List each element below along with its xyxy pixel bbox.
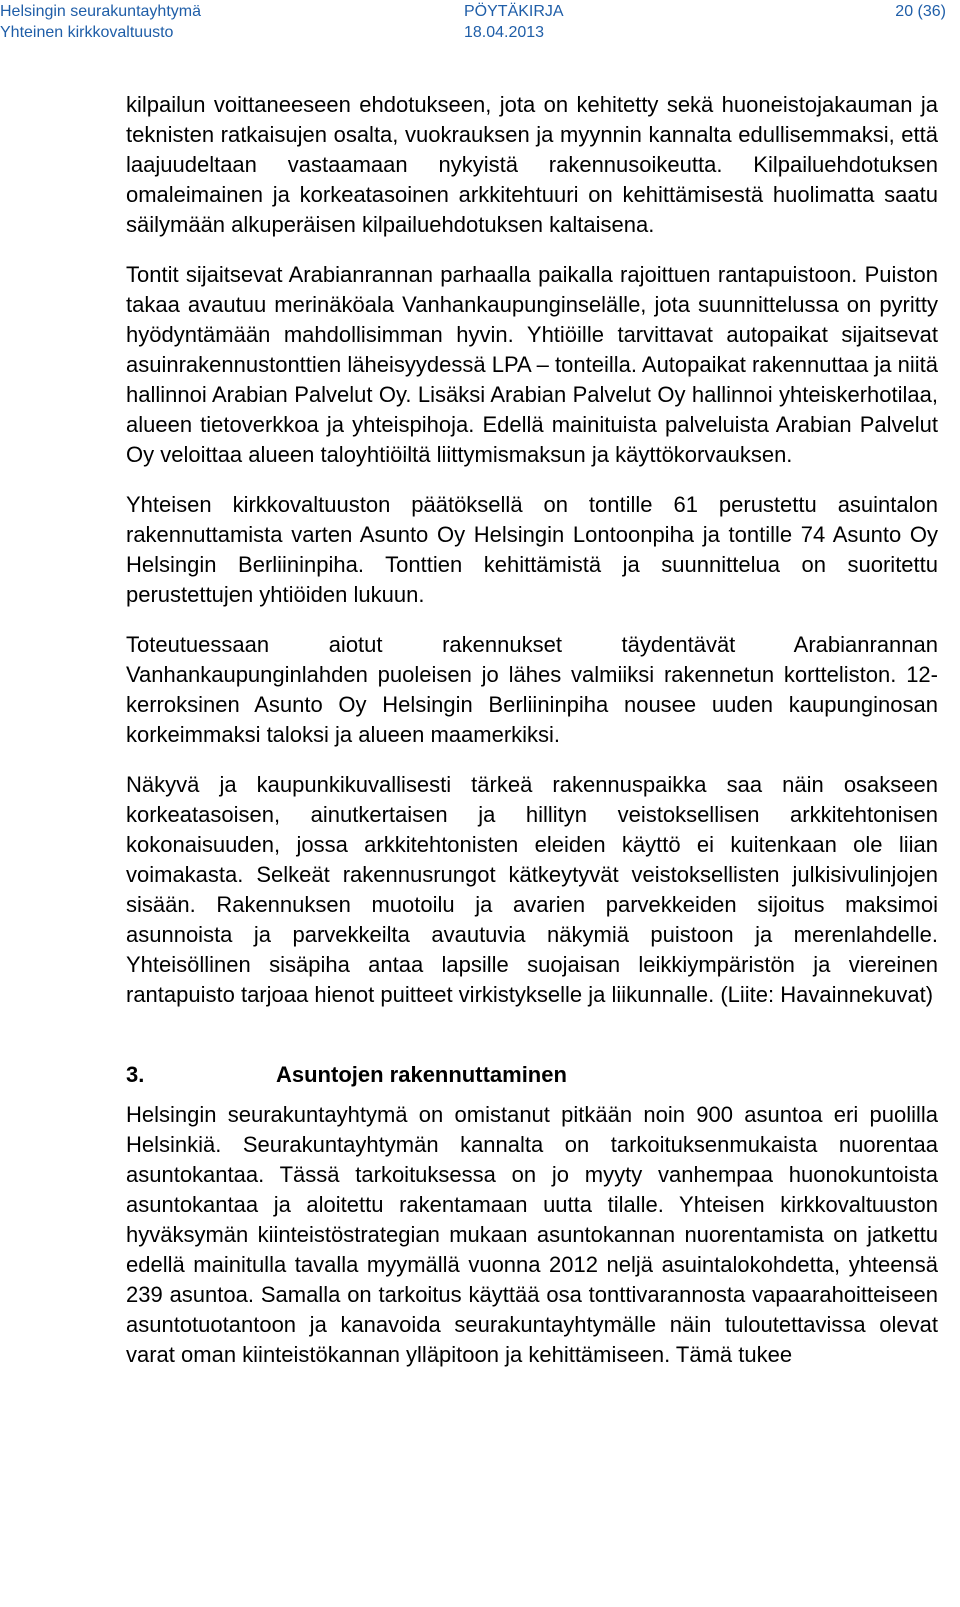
paragraph: Tontit sijaitsevat Arabianrannan parhaalla paikalla rajoittuen rantapuistoon. Puiston takaa avautuu merinäköala Vanhankaupunginselälle, jota suunnittelussa on pyritty hyödyntämään mahdollisimman hyvin. Yhtiöille tarvittavat autopaikat sijaitsevat asuinrakennustonttien läheisyydessä LPA – tonteilla. Autopaikat rakennuttaa ja niitä hallinnoi Arabian Palvelut Oy. Lisäksi Arabian Palvelut Oy hallinnoi yhteiskerhotilaa, alueen tietoverkkoa ja yhteispihoja. Edellä mainituista palveluista Arabian Palvelut Oy veloittaa alueen taloyhtiöiltä liittymismaksun ja käyttökorvauksen. bbox=[126, 262, 938, 467]
header-date: 18.04.2013 bbox=[464, 24, 545, 41]
paragraph: Toteutuessaan aiotut rakennukset täydentävät Arabianrannan Vanhankaupunginlahden puoleisen jo lähes valmiiksi rakennetun kortteliston. 12-kerroksinen Asunto Oy Helsingin Berliininpiha nousee uuden kaupunginosan korkeimmaksi taloksi ja alueen maamerkiksi. bbox=[126, 632, 938, 747]
header-governing-body: Yhteinen kirkkovaltuusto bbox=[0, 24, 174, 41]
section-paragraph: Helsingin seurakuntayhtymä on omistanut pitkään noin 900 asuntoa eri puolilla Helsinkiä. Seurakuntayhtymän kannalta on tarkoituksenmukaista nuorentaa asuntokantaa. Tässä tarkoituksessa on jo myyty vanhempaa huonokuntoista asuntokantaa ja aloitettu rakentamaan uutta tilalle. Yhteisen kirkkovaltuuston hyväksymän kiinteistöstrategian mukaan asuntokannan nuorentamista on jatkettu edellä mainitulla tavalla myymällä vuonna 2012 neljä asuintalokohdetta, yhteensä 239 asuntoa. Samalla on tarkoitus käyttää osa tonttivarannosta vapaarahoitteiseen asuntotuotantoon ja kanavoida seurakuntayhtymälle näin tuloutettavissa olevat varat oman kiinteistökannan ylläpitoon ja kehittämiseen. Tämä tukee bbox=[126, 1102, 938, 1367]
section-number: 3. bbox=[126, 1062, 145, 1087]
paragraph: kilpailun voittaneeseen ehdotukseen, jota on kehitetty sekä huoneistojakauman ja teknisten ratkaisujen osalta, vuokrauksen ja myynnin kannalta edullisemmaksi, että laajuudeltaan vastaamaan nykyistä rakennusoikeutta. Kilpailuehdotuksen omaleimainen ja korkeatasoinen arkkitehtuuri on kehittämisestä huolimatta saatu säilymään alkuperäisen kilpailuehdotuksen kaltaisena. bbox=[126, 92, 938, 237]
header-organization: Helsingin seurakuntayhtymä bbox=[0, 3, 201, 20]
header-document-type: PÖYTÄKIRJA bbox=[464, 3, 564, 20]
page-header bbox=[0, 0, 960, 50]
section-heading bbox=[126, 1060, 938, 1090]
section-title: Asuntojen rakennuttaminen bbox=[276, 1062, 567, 1087]
paragraph: Yhteisen kirkkovaltuuston päätöksellä on tontille 61 perustettu asuintalon rakennuttamista varten Asunto Oy Helsingin Lontoonpiha ja tontille 74 Asunto Oy Helsingin Berliininpiha. Tonttien kehittämistä ja suunnittelua on suoritettu perustettujen yhtiöiden lukuun. bbox=[126, 492, 938, 607]
header-page-number: 20 (36) bbox=[895, 3, 946, 20]
document-body bbox=[126, 90, 938, 1390]
paragraph: Näkyvä ja kaupunkikuvallisesti tärkeä rakennuspaikka saa näin osakseen korkeatasoisen, ainutkertaisen ja hillityn veistoksellisen arkkitehtonisen kokonaisuuden, jossa arkkitehtonisten eleiden käyttö ei kuitenkaan ole liian voimakasta. Selkeät rakennusrungot kätkeytyvät veistoksellisten julkisivulinjojen sisään. Rakennuksen muotoilu ja avarien parvekkeiden sijoitus maksimoi asunnoista ja parvekkeilta avautuvia näkymiä puistoon ja merenlahdelle. Yhteisöllinen sisäpiha antaa lapsille suojaisan leikkiympäristön ja viereinen rantapuisto tarjoaa hienot puitteet virkistykselle ja liikunnalle. (Liite: Havainnekuvat) bbox=[126, 772, 938, 1007]
